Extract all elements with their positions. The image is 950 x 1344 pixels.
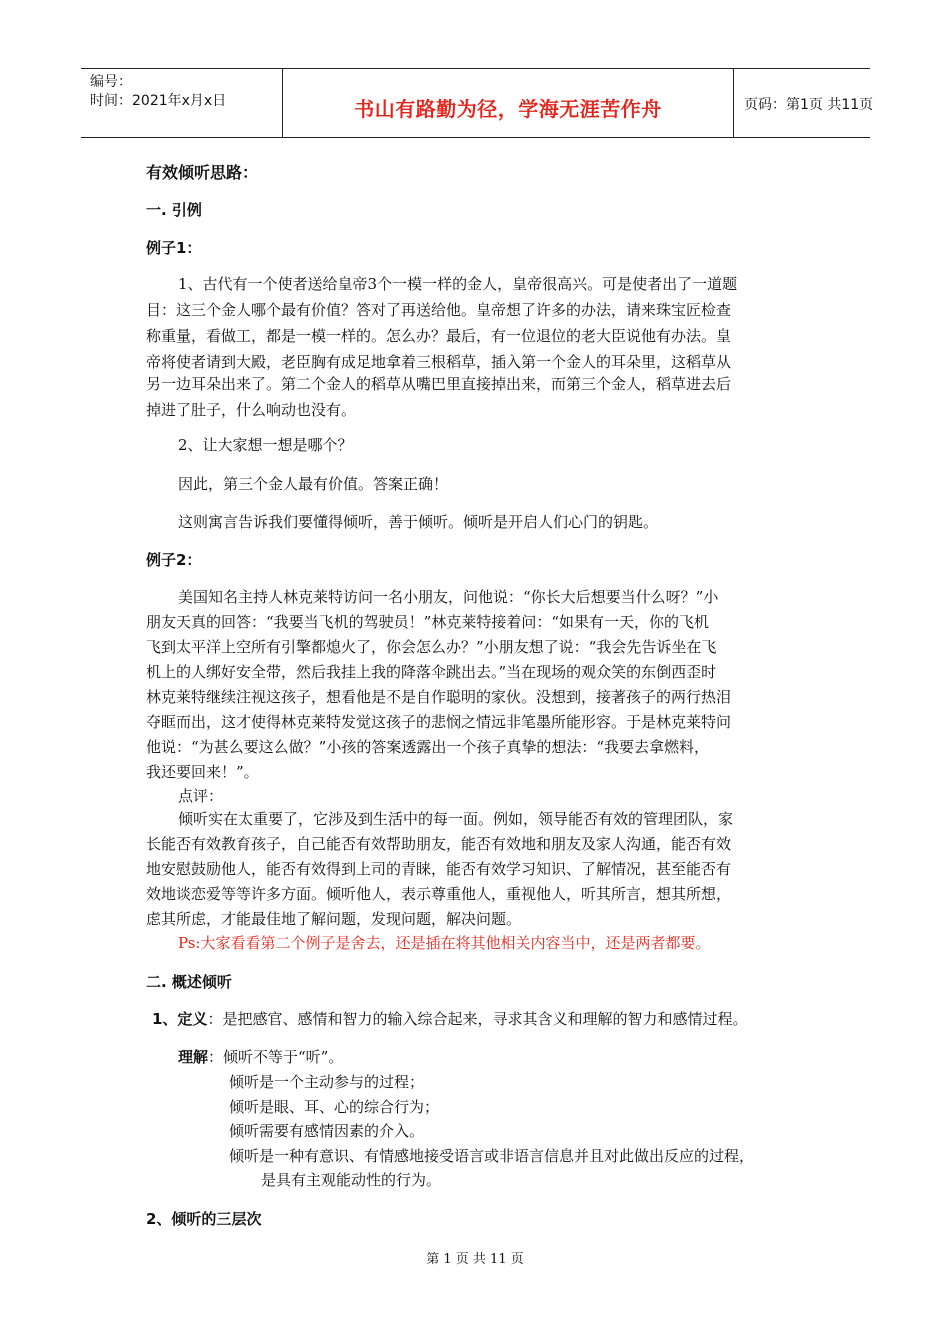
paragraph-line: 地安慰鼓励他人，能否有效得到上司的青睐，能否有效学习知识、了解情况，甚至能否有 (146, 860, 732, 878)
paragraph-line: 长能否有效教育孩子，自己能否有效帮助朋友，能否有效地和朋友及家人沟通，能否有效 (146, 835, 732, 853)
paragraph-line: 虑其所虑，才能最佳地了解问题，发现问题，解决问题。 (146, 910, 522, 928)
paragraph-line: 帝将使者请到大殿，老臣胸有成足地拿着三根稻草，插入第一个金人的耳朵里，这稻草从 (146, 353, 732, 371)
section1-heading: 一. 引例 (146, 201, 202, 219)
ps-note: Ps:大家看看第二个例子是舍去，还是插在将其他相关内容当中，还是两者都要。 (178, 934, 711, 952)
time-label: 时间：2021年x月x日 (90, 93, 227, 109)
number-label: 编号： (90, 74, 132, 90)
paragraph-line: 称重量，看做工，都是一模一样的。怎么办？最后，有一位退位的老大臣说他有办法。皇 (146, 327, 732, 345)
page-footer: 第 1 页 共 11 页 (426, 1252, 524, 1267)
list-item: 倾听是眼、耳、心的综合行为； (229, 1098, 440, 1116)
paragraph-line: 目：这三个金人哪个最有价值？答对了再送给他。皇帝想了许多的办法，请来珠宝匠检查 (146, 301, 732, 319)
list-item: 倾听是一种有意识、有情感地接受语言或非语言信息并且对此做出反应的过程， (229, 1147, 755, 1165)
header-center-cell (283, 69, 734, 137)
paragraph-line: 朋友天真的回答：“我要当飞机的驾驶员！”林克莱特接着问：“如果有一天，你的飞机 (146, 613, 710, 631)
list-item: 倾听是一个主动参与的过程； (229, 1073, 425, 1091)
paragraph-line: 另一边耳朵出来了。第二个金人的稻草从嘴巴里直接掉出来，而第三个金人，稻草进去后 (146, 375, 732, 393)
paragraph-line: 夺眶而出，这才使得林克莱特发觉这孩子的悲悯之情远非笔墨所能形容。于是林克莱特问 (146, 713, 732, 731)
paragraph-line: 美国知名主持人林克莱特访问一名小朋友，问他说：“你长大后想要当什么呀？”小 (178, 588, 719, 606)
definition-label: 1、定义 (152, 1010, 208, 1028)
understanding-line (178, 1047, 343, 1067)
levels-heading: 2、倾听的三层次 (146, 1210, 262, 1228)
section2-heading: 二. 概述倾听 (146, 973, 232, 991)
page-info: 页码：第1页 共11页 (744, 97, 874, 113)
paragraph-line: 他说：“为甚么要这么做？”小孩的答案透露出一个孩子真挚的想法：“我要去拿燃料， (146, 738, 710, 756)
page-title: 有效倾听思路： (146, 163, 259, 182)
document-header (81, 68, 874, 138)
comment-label: 点评： (178, 787, 224, 805)
example1-moral: 这则寓言告诉我们要懂得倾听，善于倾听。倾听是开启人们心门的钥匙。 (178, 513, 659, 531)
paragraph-line: 倾听实在太重要了，它涉及到生活中的每一面。例如，领导能否有效的管理团队，家 (178, 810, 734, 828)
motto: 书山有路勤为径，学海无涯苦作舟 (354, 97, 662, 121)
paragraph-line: 林克莱特继续注视这孩子，想看他是不是自作聪明的家伙。没想到，接著孩子的两行热泪 (146, 688, 732, 706)
paragraph-line: 掉进了肚子，什么响动也没有。 (146, 401, 357, 419)
list-item: 是具有主观能动性的行为。 (261, 1171, 442, 1189)
header-left-cell (81, 69, 283, 137)
example1-label: 例子1： (146, 239, 202, 257)
definition-text: ：是把感官、感情和智力的输入综合起来，寻求其含义和理解的智力和感情过程。 (207, 1010, 748, 1028)
understanding-label: 理解 (178, 1048, 209, 1066)
paragraph-line: 机上的人绑好安全带，然后我挂上我的降落伞跳出去。”当在现场的观众笑的东倒西歪时 (146, 663, 717, 681)
example1-answer: 因此，第三个金人最有价值。答案正确！ (178, 475, 449, 493)
example2-label: 例子2： (146, 551, 202, 569)
example1-question: 2、让大家想一想是哪个？ (178, 436, 353, 454)
understanding-first: ：倾听不等于“听”。 (208, 1048, 344, 1066)
paragraph-line: 1、古代有一个使者送给皇帝3个一模一样的金人，皇帝很高兴。可是使者出了一道题 (178, 275, 738, 293)
paragraph-line: 我还要回来！”。 (146, 763, 259, 781)
list-item: 倾听需要有感情因素的介入。 (229, 1122, 425, 1140)
paragraph-line: 效地谈恋爱等等许多方面。倾听他人，表示尊重他人，重视他人，听其所言，想其所想， (146, 885, 732, 903)
paragraph-line: 飞到太平洋上空所有引擎都熄火了，你会怎么办？”小朋友想了说：“我会先告诉坐在飞 (146, 638, 717, 656)
header-right-cell (734, 69, 874, 137)
definition-line (152, 1009, 747, 1029)
